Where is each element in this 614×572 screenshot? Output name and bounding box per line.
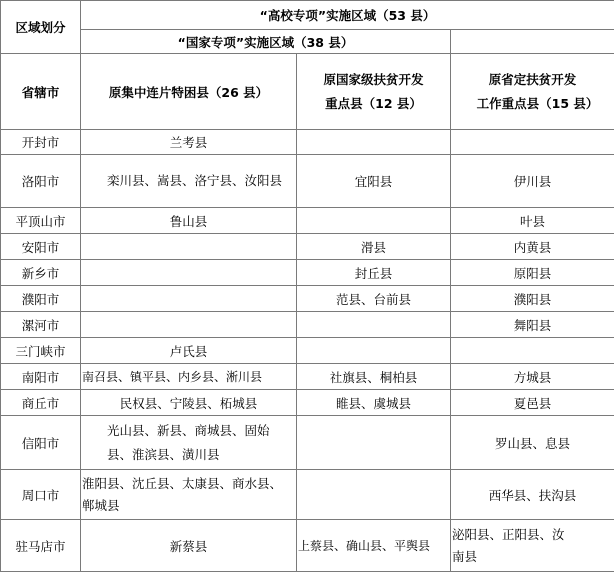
table-row	[1, 208, 614, 234]
contiguous-cell: 淮阳县、沈丘县、太康县、商水县、郸城县	[81, 470, 297, 520]
city-cell: 三门峡市	[1, 338, 81, 364]
contiguous-cell: 兰考县	[81, 130, 297, 155]
national-key-cell: 宜阳县	[297, 155, 451, 208]
provincial-key-cell: 西华县、扶沟县	[451, 470, 614, 520]
national-key-cell: 封丘县	[297, 260, 451, 286]
provincial-key-cell: 内黄县	[451, 234, 614, 260]
provincial-key-cell: 方城县	[451, 364, 614, 390]
provincial-key-cell: 泌阳县、正阳县、汝南县	[451, 520, 614, 572]
city-cell: 洛阳市	[1, 155, 81, 208]
provincial-key-cell: 罗山县、息县	[451, 416, 614, 470]
national-key-cell: 范县、台前县	[297, 286, 451, 312]
provincial-key-header	[451, 54, 614, 130]
national-key-cell	[297, 208, 451, 234]
national-key-cell: 社旗县、桐柏县	[297, 364, 451, 390]
contiguous-cell	[81, 312, 297, 338]
national-key-cell: 滑县	[297, 234, 451, 260]
provincial-key-cell: 伊川县	[451, 155, 614, 208]
provincial-key-header-line2: 工作重点县（15 县）	[467, 96, 599, 111]
contiguous-cell: 南召县、镇平县、内乡县、淅川县	[81, 364, 297, 390]
table-row	[1, 520, 614, 572]
national-key-cell	[297, 416, 451, 470]
city-cell: 濮阳市	[1, 286, 81, 312]
city-cell: 周口市	[1, 470, 81, 520]
city-cell: 驻马店市	[1, 520, 81, 572]
table-row	[1, 416, 614, 470]
table-row	[1, 286, 614, 312]
provincial-key-cell	[451, 338, 614, 364]
table-row	[1, 312, 614, 338]
provincial-key-cell	[451, 130, 614, 155]
contiguous-cell	[81, 260, 297, 286]
table-row	[1, 470, 614, 520]
empty-header-cell	[451, 30, 614, 54]
national-key-cell	[297, 470, 451, 520]
national-key-header-line1: 原国家级扶贫开发	[323, 72, 423, 87]
contiguous-header: 原集中连片特困县（26 县）	[81, 54, 297, 130]
city-cell: 新乡市	[1, 260, 81, 286]
table-row	[1, 130, 614, 155]
city-cell: 安阳市	[1, 234, 81, 260]
national-key-cell: 上蔡县、确山县、平舆县	[297, 520, 451, 572]
contiguous-cell	[81, 234, 297, 260]
contiguous-cell: 民权县、宁陵县、柘城县	[81, 390, 297, 416]
contiguous-cell	[81, 286, 297, 312]
contiguous-cell: 光山县、新县、商城县、固始县、淮滨县、潢川县	[81, 416, 297, 470]
provincial-key-cell: 濮阳县	[451, 286, 614, 312]
region-division-header: 区域划分	[1, 1, 81, 54]
national-key-header-line2: 重点县（12 县）	[325, 96, 422, 111]
provincial-key-header-line1: 原省定扶贫开发	[489, 72, 577, 87]
city-cell: 信阳市	[1, 416, 81, 470]
city-cell: 南阳市	[1, 364, 81, 390]
contiguous-cell: 鲁山县	[81, 208, 297, 234]
city-cell: 开封市	[1, 130, 81, 155]
contiguous-cell: 栾川县、嵩县、洛宁县、汝阳县	[81, 155, 297, 208]
national-key-header	[297, 54, 451, 130]
national-key-cell: 睢县、虞城县	[297, 390, 451, 416]
contiguous-cell: 卢氏县	[81, 338, 297, 364]
national-zone-header: “国家专项”实施区域（38 县）	[81, 30, 451, 54]
city-cell: 商丘市	[1, 390, 81, 416]
provincial-key-cell: 舞阳县	[451, 312, 614, 338]
table-row	[1, 364, 614, 390]
table-row	[1, 390, 614, 416]
national-key-cell	[297, 312, 451, 338]
provincial-key-cell: 叶县	[451, 208, 614, 234]
city-cell: 平顶山市	[1, 208, 81, 234]
table-row	[1, 338, 614, 364]
provincial-key-cell: 夏邑县	[451, 390, 614, 416]
national-key-cell	[297, 130, 451, 155]
contiguous-cell: 新蔡县	[81, 520, 297, 572]
province-city-header: 省辖市	[1, 54, 81, 130]
provincial-key-cell: 原阳县	[451, 260, 614, 286]
table-row	[1, 234, 614, 260]
table-row	[1, 260, 614, 286]
table-row	[1, 155, 614, 208]
university-zone-header: “高校专项”实施区域（53 县）	[81, 1, 614, 30]
city-cell: 漯河市	[1, 312, 81, 338]
national-key-cell	[297, 338, 451, 364]
